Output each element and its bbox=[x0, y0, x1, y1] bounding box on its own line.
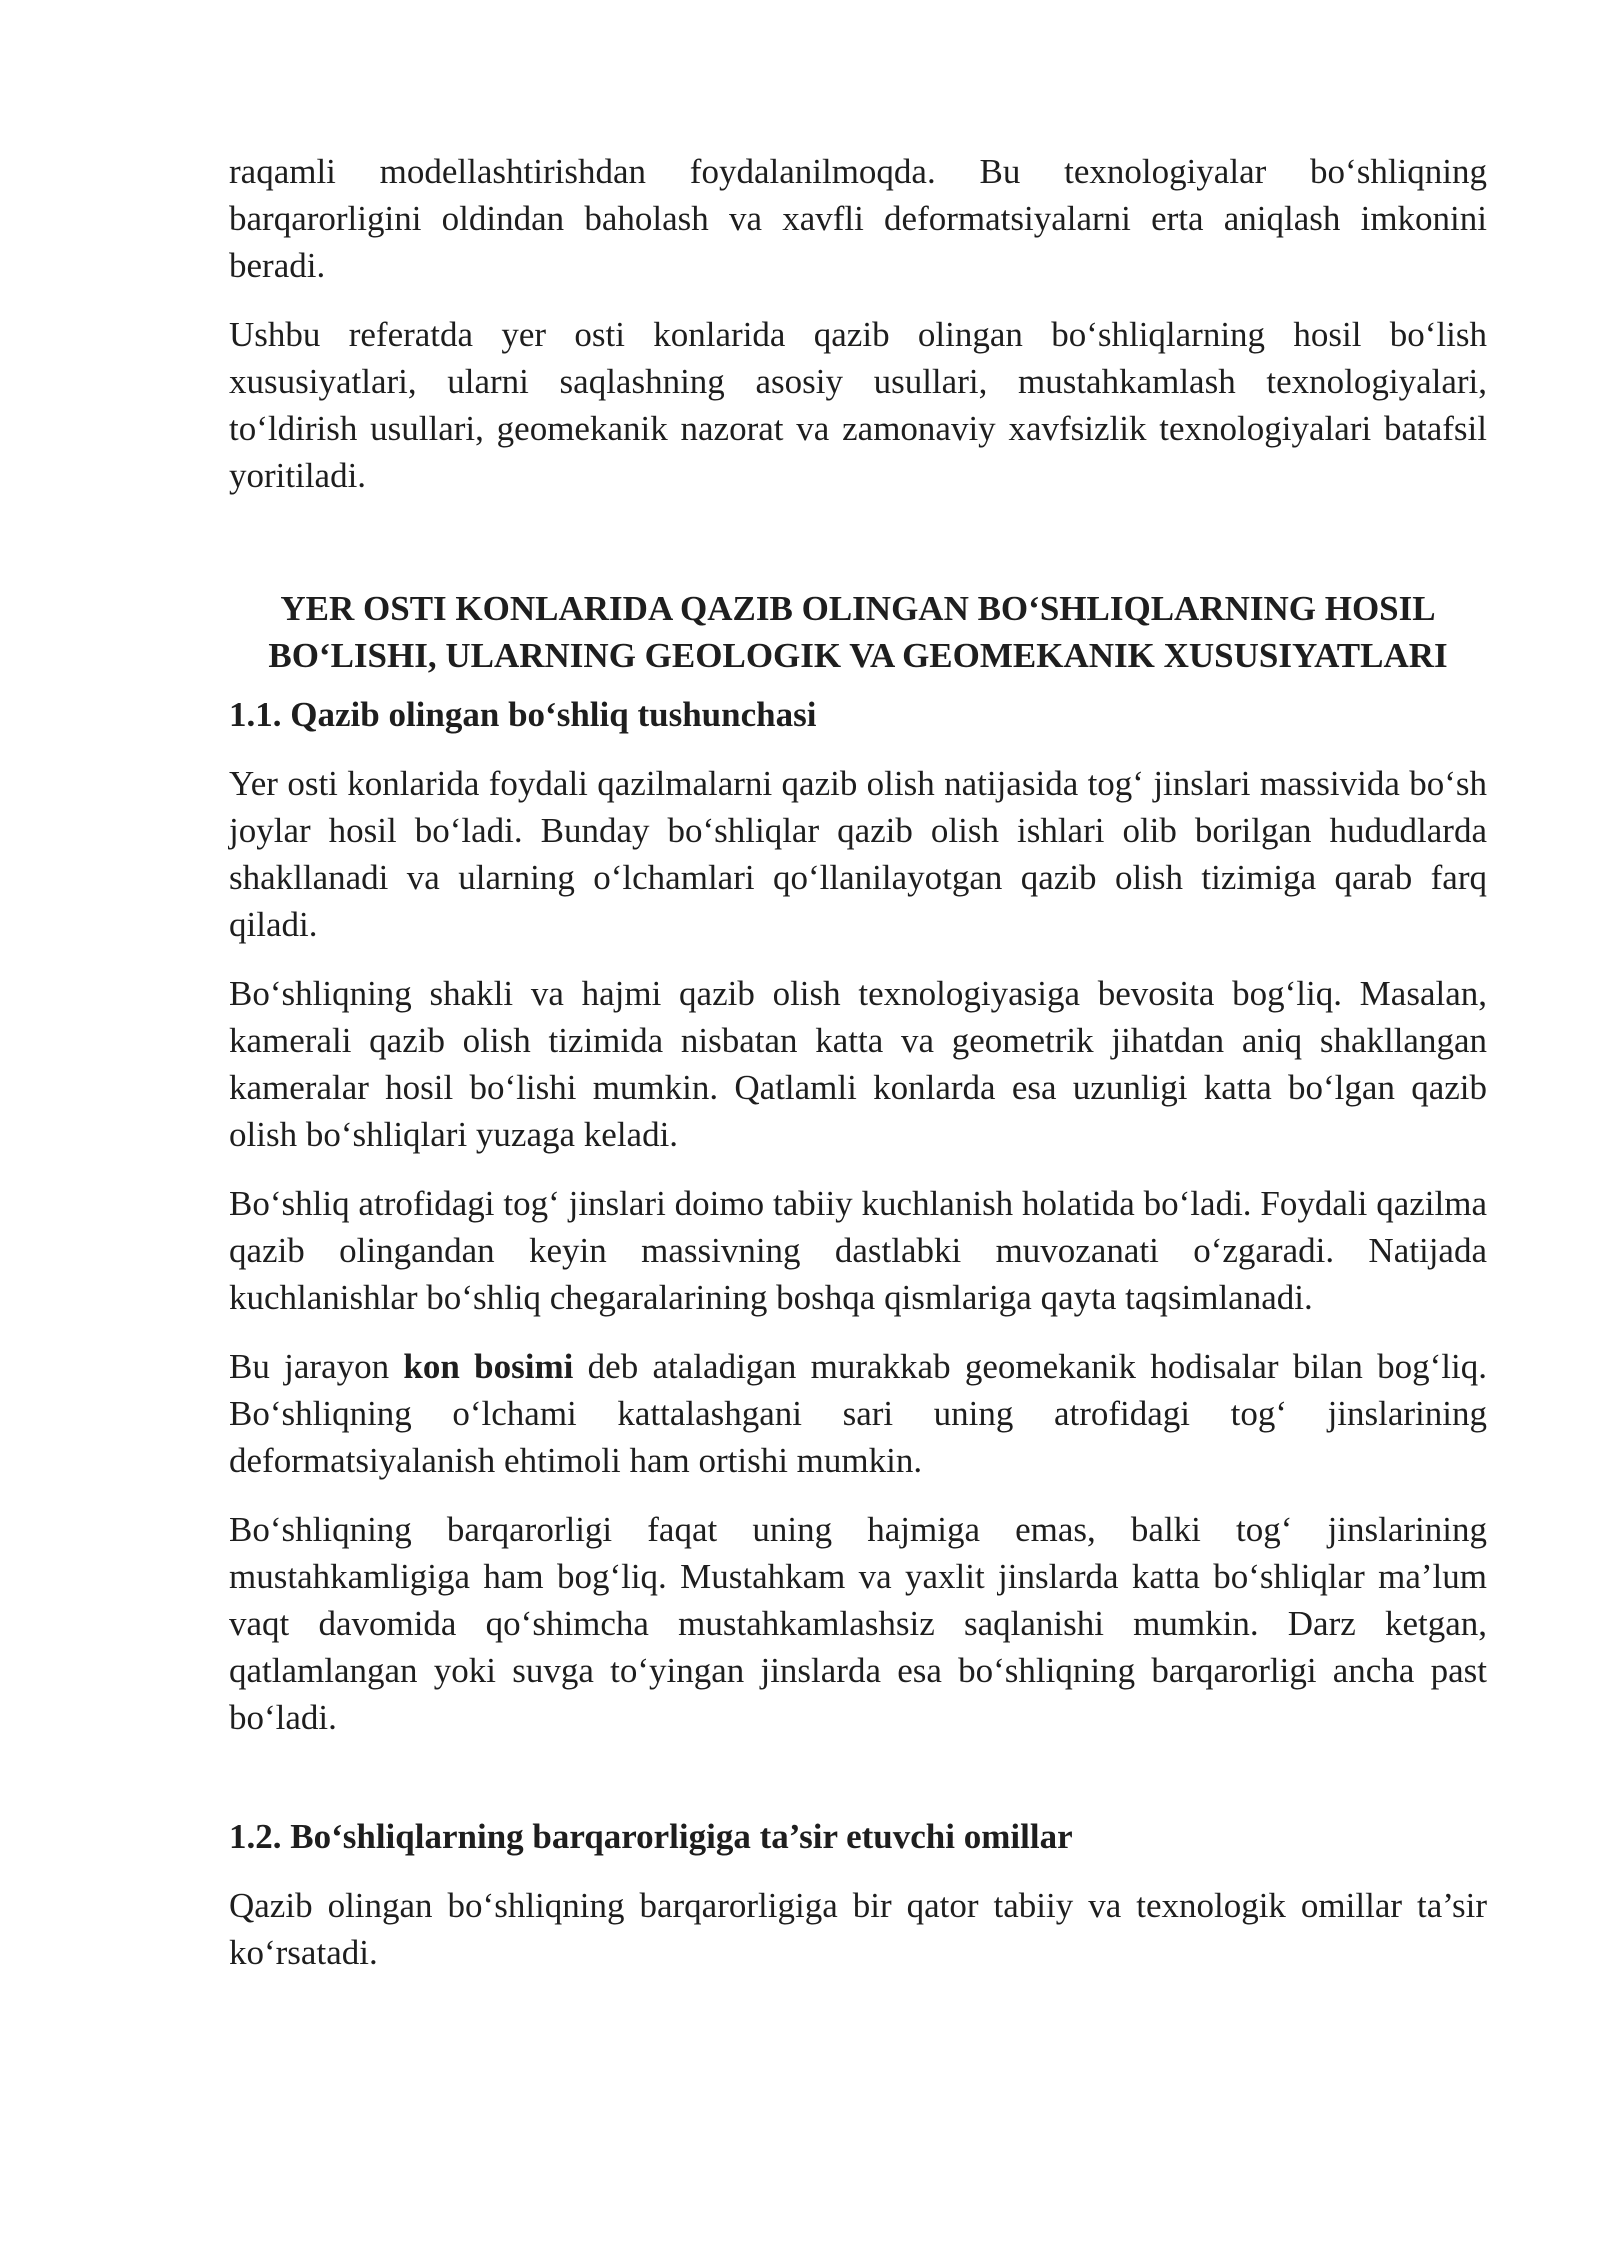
chapter-title: YER OSTI KONLARIDA QAZIB OLINGAN BO‘SHLIQLARNING HOSIL BO‘LISHI, ULARNING GEOLOGIK VA GEOMEKANIK XUSUSIYATLARI bbox=[268, 589, 1448, 675]
paragraph-4-text-end: deb ataladigan murakkab geomekanik hodisalar bilan bog‘liq. Bo‘shliqning o‘lchami kattalashgani sari uning atrofidagi tog‘ jinslarining deformatsiyalanish ehtimoli ham ortishi mumkin. bbox=[229, 1347, 1488, 1480]
intro-paragraph-2: Ushbu referatda yer osti konlarida qazib olingan bo‘shliqlarning hosil bo‘lish xususiyatlari, ularni saqlashning asosiy usullari, mustahkamlash texnologiyalari, to‘ldirish usullari, geomekanik nazorat va zamonaviy xavfsizlik texnologiyalari batafsil yoritiladi. bbox=[229, 315, 1487, 495]
term-kon-bosimi: kon bosimi bbox=[403, 1347, 574, 1386]
intro-paragraph-1: raqamli modellashtirishdan foydalanilmoqda. Bu texnologiyalar bo‘shliqning barqarorligini oldindan baholash va xavfli deformatsiyalarni erta aniqlash imkonini beradi. bbox=[229, 152, 1487, 285]
section-1-1-title: 1.1. Qazib olingan bo‘shliq tushunchasi bbox=[229, 695, 817, 734]
section-1-1-paragraph-1: Yer osti konlarida foydali qazilmalarni qazib olish natijasida tog‘ jinslari massivida bo‘sh joylar hosil bo‘ladi. Bunday bo‘shliqlar qazib olish ishlari olib borilgan hududlarda shakllanadi va ularning o‘lchamlari qo‘llanilayotgan qazib olish tizimiga qarab farq qiladi. bbox=[229, 764, 1487, 944]
section-1-1-paragraph-5: Bo‘shliqning barqarorligi faqat uning hajmiga emas, balki tog‘ jinslarining mustahkamligiga ham bog‘liq. Mustahkam va yaxlit jinslarda katta bo‘shliqlar ma’lum vaqt davomida qo‘shimcha mustahkamlashsiz saqlanishi mumkin. Darz ketgan, qatlamlangan yoki suvga to‘yingan jinslarda esa bo‘shliqning barqarorligi ancha past bo‘ladi. bbox=[229, 1510, 1487, 1737]
section-1-1-paragraph-3: Bo‘shliq atrofidagi tog‘ jinslari doimo tabiiy kuchlanish holatida bo‘ladi. Foydali qazilma qazib olingandan keyin massivning dastlabki muvozanati o‘zgaradi. Natijada kuchlanishlar bo‘shliq chegaralarining boshqa qismlariga qayta taqsimlanadi. bbox=[229, 1184, 1487, 1317]
section-1-2-paragraph-1: Qazib olingan bo‘shliqning barqarorligiga bir qator tabiiy va texnologik omillar ta’sir ko‘rsatadi. bbox=[229, 1886, 1487, 1972]
section-1-1-paragraph-2: Bo‘shliqning shakli va hajmi qazib olish texnologiyasiga bevosita bog‘liq. Masalan, kamerali qazib olish tizimida nisbatan katta va geometrik jihatdan aniq shakllangan kameralar hosil bo‘lishi mumkin. Qatlamli konlarda esa uzunligi katta bo‘lgan qazib olish bo‘shliqlari yuzaga keladi. bbox=[229, 974, 1487, 1154]
document-page bbox=[229, 148, 1487, 1998]
section-1-2-title: 1.2. Bo‘shliqlarning barqarorligiga ta’sir etuvchi omillar bbox=[229, 1817, 1073, 1856]
paragraph-4-text-start: Bu jarayon bbox=[229, 1347, 404, 1386]
section-1-1-paragraph-4 bbox=[229, 1343, 1487, 1484]
